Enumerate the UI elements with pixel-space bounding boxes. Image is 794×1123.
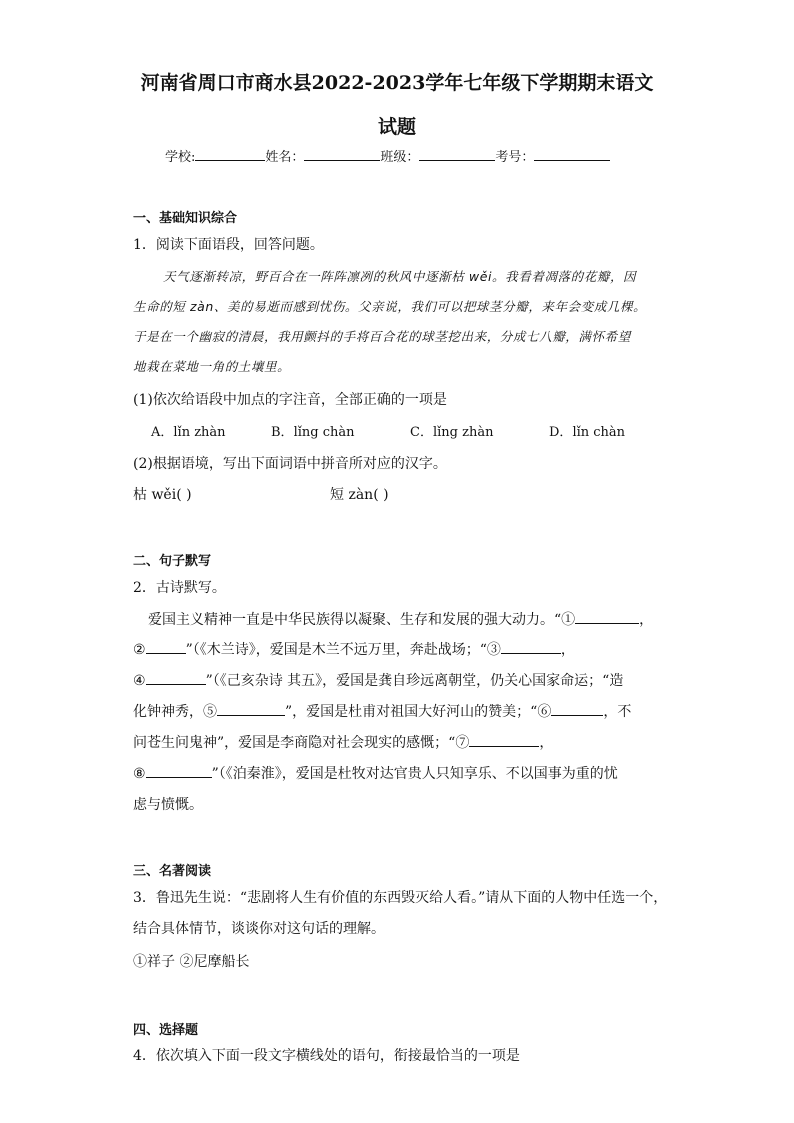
section-heading-1: 一、基础知识综合 bbox=[133, 211, 238, 226]
blank-1[interactable] bbox=[575, 609, 639, 624]
section-heading-4: 四、选择题 bbox=[133, 1023, 199, 1038]
blank-7[interactable] bbox=[469, 732, 539, 747]
poem-line-3: ④ ”（《己亥杂诗 其五》，爱国是龚自珍远离朝堂，仍关心国家命运；“造 bbox=[133, 670, 623, 690]
poem-line-4: 化钟神秀，⑤ ”，爱国是杜甫对祖国大好河山的赞美；“⑥ ，不 bbox=[133, 701, 631, 721]
option-d[interactable]: D．lǐn chàn bbox=[549, 425, 626, 440]
option-b[interactable]: B．lǐng chàn bbox=[271, 425, 355, 440]
question-3-line-1: 3．鲁迅先生说：“悲剧将人生有价值的东西毁灭给人看。”请从下面的人物中任选一个， bbox=[133, 890, 668, 906]
school-label: 学校: bbox=[165, 150, 196, 165]
section-heading-2: 二、句子默写 bbox=[133, 554, 212, 569]
passage-line-4: 地栽在菜地一角的土壤里。 bbox=[133, 359, 291, 374]
poem-line-6: ⑧ ”（《泊秦淮》，爱国是杜牧对达官贵人只知享乐、不以国事为重的忧 bbox=[133, 763, 618, 783]
poem-line-5: 问苍生问鬼神”，爱国是李商隐对社会现实的感慨；“⑦ ， bbox=[133, 732, 553, 752]
passage-line-2: 生命的短 zàn、美的易逝而感到忧伤。父亲说，我们可以把球茎分瓣，来年会变成几棵。 bbox=[133, 299, 647, 314]
fill-zan[interactable]: 短 zàn( ) bbox=[330, 487, 389, 503]
number-blank[interactable] bbox=[534, 146, 610, 161]
question-1: 1．阅读下面语段，回答问题。 bbox=[133, 237, 324, 253]
number-label: 考号： bbox=[495, 150, 535, 165]
passage-line-3: 于是在一个幽寂的清晨，我用颤抖的手将百合花的球茎挖出来，分成七八瓣，满怀希望 bbox=[133, 329, 631, 344]
poem-line-7: 虑与愤慨。 bbox=[133, 797, 203, 813]
option-c[interactable]: C．lǐng zhàn bbox=[410, 425, 494, 440]
character-choices: ①祥子 ②尼摩船长 bbox=[133, 954, 250, 970]
student-info-row bbox=[165, 146, 610, 165]
page-title-line1: 河南省周口市商水县2022-2023学年七年级下学期期末语文 bbox=[140, 72, 654, 94]
poem-line-2: ② ”（《木兰诗》，爱国是木兰不远万里，奔赴战场；“③ ， bbox=[133, 639, 575, 659]
blank-4[interactable] bbox=[146, 670, 206, 685]
blank-6[interactable] bbox=[551, 701, 603, 716]
poem-line-1: 爱国主义精神一直是中华民族得以凝聚、生存和发展的强大动力。“① ， bbox=[148, 609, 653, 629]
blank-8[interactable] bbox=[146, 763, 212, 778]
class-label: 班级： bbox=[380, 150, 420, 165]
page-title-line2: 试题 bbox=[377, 116, 416, 138]
blank-2[interactable] bbox=[146, 639, 186, 654]
fill-wei[interactable]: 枯 wěi( ) bbox=[133, 487, 192, 503]
name-label: 姓名： bbox=[265, 150, 305, 165]
option-a[interactable]: A．lǐn zhàn bbox=[151, 425, 226, 440]
blank-5[interactable] bbox=[217, 701, 285, 716]
class-blank[interactable] bbox=[419, 146, 495, 161]
sub-question-1: (1)依次给语段中加点的字注音，全部正确的一项是 bbox=[133, 392, 447, 408]
question-4: 4．依次填入下面一段文字横线处的语句，衔接最恰当的一项是 bbox=[133, 1048, 520, 1064]
question-3-line-2: 结合具体情节，谈谈你对这句话的理解。 bbox=[133, 921, 385, 937]
question-2: 2．古诗默写。 bbox=[133, 580, 226, 596]
name-blank[interactable] bbox=[304, 146, 380, 161]
school-blank[interactable] bbox=[195, 146, 265, 161]
passage-line-1: 天气逐渐转凉，野百合在一阵阵凛冽的秋风中逐渐枯 wěi。我看着凋落的花瓣，因 bbox=[163, 269, 637, 284]
section-heading-3: 三、名著阅读 bbox=[133, 864, 212, 879]
blank-3[interactable] bbox=[501, 639, 561, 654]
sub-question-2: (2)根据语境，写出下面词语中拼音所对应的汉字。 bbox=[133, 456, 447, 472]
